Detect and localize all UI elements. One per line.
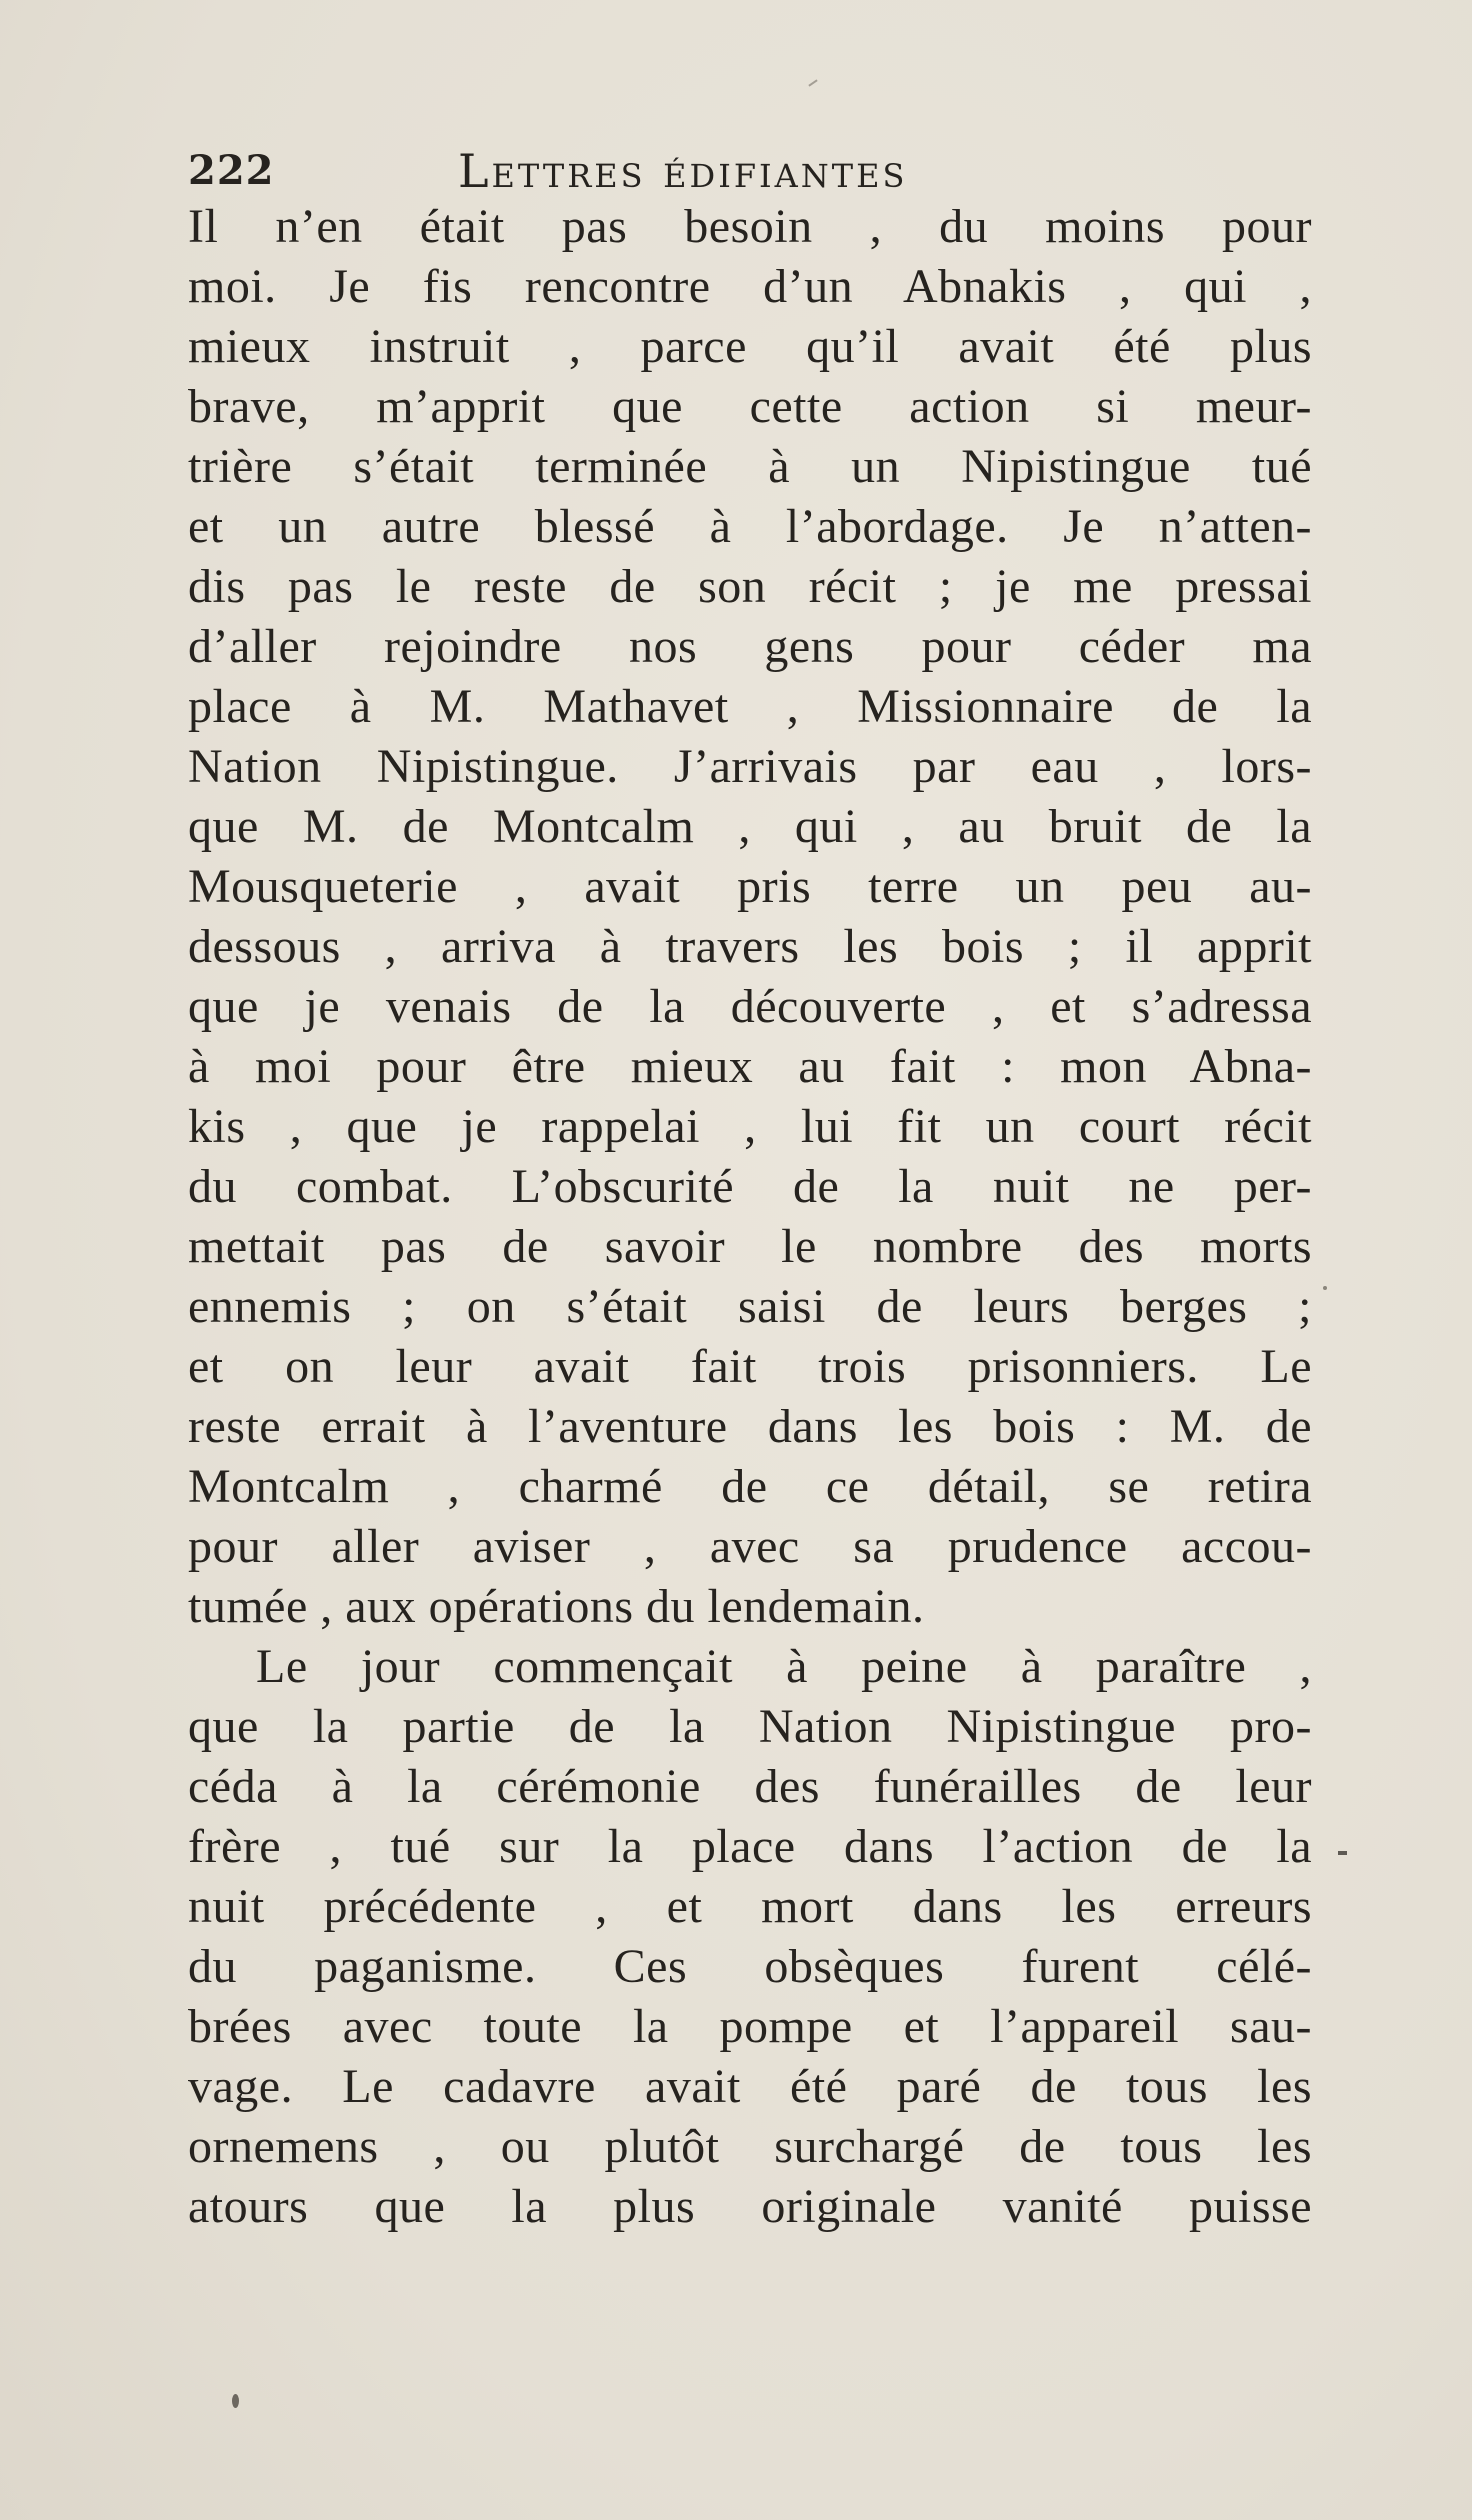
text-line: dessous , arriva à travers les bois ; il apprit	[188, 920, 1312, 973]
text-line: que M. de Montcalm , qui , au bruit de la	[188, 800, 1312, 853]
text-line: et un autre blessé à l’abordage. Je n’atten-	[188, 500, 1312, 553]
text-line: trière s’était terminée à un Nipistingue tué	[188, 440, 1312, 493]
body-text	[188, 197, 1312, 2237]
text-line: pour aller aviser , avec sa prudence accou-	[188, 1520, 1312, 1573]
text-line: ornemens , ou plutôt surchargé de tous les	[188, 2120, 1312, 2173]
text-line: mieux instruit , parce qu’il avait été plus	[188, 320, 1312, 373]
text-line: Montcalm , charmé de ce détail, se retira	[188, 1460, 1312, 1513]
text-line: du combat. L’obscurité de la nuit ne per-	[188, 1160, 1312, 1213]
text-line: à moi pour être mieux au fait : mon Abna-	[188, 1040, 1312, 1093]
text-line: du paganisme. Ces obsèques furent célé-	[188, 1940, 1312, 1993]
text-line: kis , que je rappelai , lui fit un court récit	[188, 1100, 1312, 1153]
text-line: brave, m’apprit que cette action si meur-	[188, 380, 1312, 433]
ink-speck	[808, 79, 817, 86]
text-line: place à M. Mathavet , Missionnaire de la	[188, 680, 1312, 733]
text-line: nuit précédente , et mort dans les erreurs	[188, 1880, 1312, 1933]
text-line: que je venais de la découverte , et s’adressa	[188, 980, 1312, 1033]
running-title: Lettres édifiantes	[458, 144, 908, 198]
text-line: d’aller rejoindre nos gens pour céder ma	[188, 620, 1312, 673]
text-line: céda à la cérémonie des funérailles de leur	[188, 1760, 1312, 1813]
text-line: que la partie de la Nation Nipistingue pro-	[188, 1700, 1312, 1753]
text-line: frère , tué sur la place dans l’action de la	[188, 1820, 1312, 1873]
text-line: atours que la plus originale vanité puisse	[188, 2180, 1312, 2233]
ink-speck	[1323, 1286, 1327, 1290]
text-line: reste errait à l’aventure dans les bois : M. de	[188, 1400, 1312, 1453]
text-line: Nation Nipistingue. J’arrivais par eau , lors-	[188, 740, 1312, 793]
page-number: 222	[188, 147, 275, 194]
text-line: vage. Le cadavre avait été paré de tous les	[188, 2060, 1312, 2113]
text-line: ennemis ; on s’était saisi de leurs berges ;	[188, 1280, 1312, 1333]
paragraph-start-line: Le jour commençait à peine à paraître ,	[256, 1640, 1312, 1693]
text-line: dis pas le reste de son récit ; je me pressai	[188, 560, 1312, 613]
paragraph-end-line: tumée , aux opérations du lendemain.	[188, 1580, 925, 1633]
text-line: Il n’en était pas besoin , du moins pour	[188, 200, 1312, 253]
page-header	[188, 146, 1298, 196]
text-line: mettait pas de savoir le nombre des morts	[188, 1220, 1312, 1273]
ink-speck	[1338, 1851, 1347, 1855]
ink-speck	[232, 2394, 239, 2408]
text-line: brées avec toute la pompe et l’appareil sau-	[188, 2000, 1312, 2053]
text-line: moi. Je fis rencontre d’un Abnakis , qui ,	[188, 260, 1312, 313]
text-line: Mousqueterie , avait pris terre un peu au-	[188, 860, 1312, 913]
text-line: et on leur avait fait trois prisonniers. Le	[188, 1340, 1312, 1393]
